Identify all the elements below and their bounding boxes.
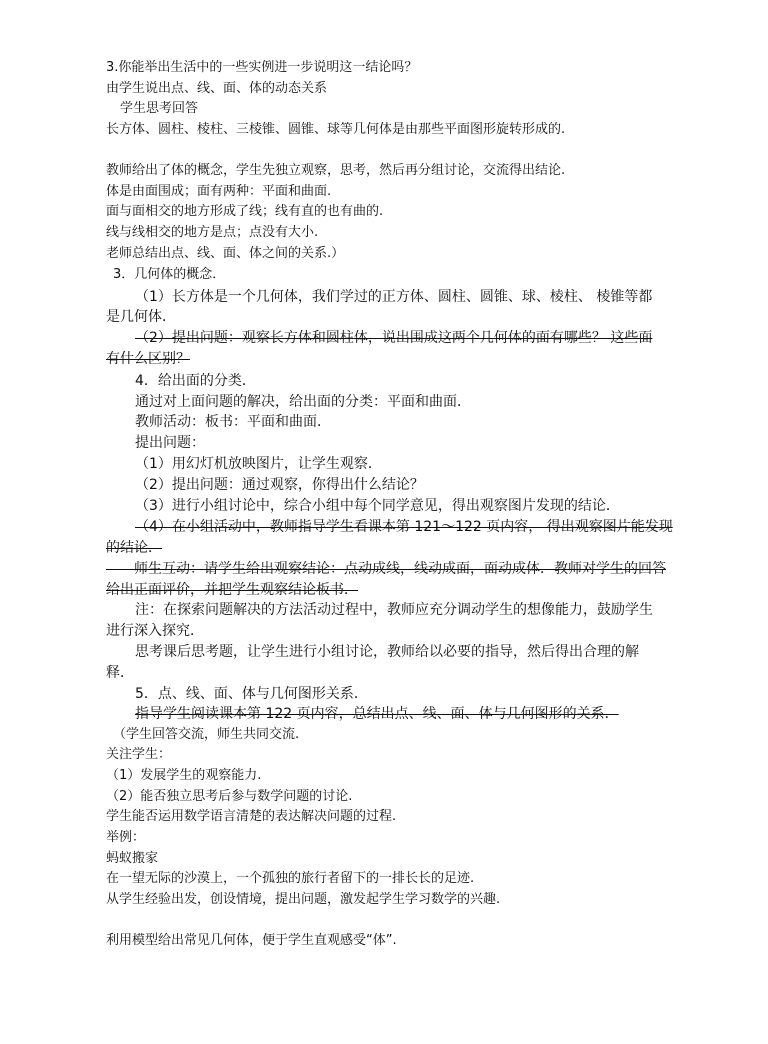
text-line: 注：在探索问题解决的方法活动过程中，教师应充分调动学生的想像能力，鼓励学生 bbox=[135, 602, 653, 618]
text-line: 线与线相交的地方是点；点没有大小. bbox=[106, 225, 319, 240]
text-line: 关注学生： bbox=[106, 747, 172, 762]
text-line: 利用模型给出常见几何体，便于学生直观感受“体”. bbox=[106, 933, 397, 948]
text-line: 蚂蚁搬家 bbox=[106, 851, 159, 866]
text-line-deleted: 指导学生阅读课本第 122 页内容，总结出点、线、面、体与几何图形的关系． bbox=[135, 706, 619, 722]
text-line-deleted: 给出正面评价，并把学生观察结论板书． bbox=[106, 582, 358, 598]
text-line: （3）进行小组讨论中，综合小组中每个同学意见，得出观察图片发现的结论． bbox=[135, 498, 620, 514]
text-line: 提出问题： bbox=[135, 435, 205, 451]
text-line: （1）发展学生的观察能力. bbox=[106, 768, 262, 783]
text-line: 老师总结出点、线、面、体之间的关系.） bbox=[106, 246, 345, 261]
text-line: 举例： bbox=[106, 830, 146, 845]
text-line: （学生回答交流，师生共同交流. bbox=[113, 727, 300, 742]
text-line: 由学生说出点、线、面、体的动态关系 bbox=[106, 81, 328, 96]
text-line: 教师给出了体的概念，学生先独立观察，思考，然后再分组讨论，交流得出结论. bbox=[106, 163, 566, 178]
text-line: （1）长方体是一个几何体，我们学过的正方体、圆柱、圆锥、球、棱柱、 棱锥等都 bbox=[135, 289, 653, 305]
text-line: 在一望无际的沙漠上，一个孤独的旅行者留下的一排长长的足迹. bbox=[106, 871, 475, 886]
text-line: 3.你能举出生活中的一些实例进一步说明这一结论吗？ bbox=[106, 60, 418, 75]
text-line: （2）能否独立思考后参与数学问题的讨论. bbox=[106, 789, 353, 804]
text-line: 释． bbox=[106, 665, 134, 681]
text-line: 长方体、圆柱、棱柱、三棱锥、圆锥、球等几何体是由那些平面图形旋转形成的. bbox=[106, 122, 566, 137]
text-line: 学生思考回答 bbox=[120, 101, 199, 116]
text-line: 是几何体． bbox=[106, 309, 176, 325]
text-line: （1）用幻灯机放映图片，让学生观察． bbox=[135, 456, 382, 472]
text-line: （2）提出问题：通过观察，你得出什么结论？ bbox=[135, 477, 424, 493]
text-line: 教师活动：板书：平面和曲面． bbox=[135, 414, 331, 430]
text-line-deleted: （4）在小组活动中，教师指导学生看课本第 121～122 页内容， 得出观察图片能发现 bbox=[135, 519, 673, 535]
text-line: 4．给出面的分类． bbox=[135, 373, 256, 389]
text-line: 思考课后思考题，让学生进行小组讨论，教师给以必要的指导，然后得出合理的解 bbox=[135, 644, 639, 660]
text-line-deleted: （2）提出问题：观察长方体和圆柱体，说出围成这两个几何体的面有哪些？ 这些面 bbox=[135, 330, 653, 346]
text-line: 体是由面围成；面有两种：平面和曲面. bbox=[106, 184, 332, 199]
text-line-deleted: 有什么区别？ bbox=[106, 351, 190, 367]
text-line: 进行深入探究． bbox=[106, 623, 204, 639]
text-line: 学生能否运用数学语言清楚的表达解决问题的过程. bbox=[106, 809, 397, 824]
text-line: 从学生经验出发，创设情境，提出问题，激发起学生学习数学的兴趣. bbox=[106, 892, 501, 907]
text-line-deleted: 的结论． bbox=[106, 540, 162, 556]
text-line: 面与面相交的地方形成了线；线有直的也有曲的. bbox=[106, 204, 384, 219]
text-line-deleted: 师生互动：请学生给出观察结论：点动成线，线动成面，面动成体．教师对学生的回答 bbox=[106, 561, 666, 577]
text-line: 3．几何体的概念． bbox=[113, 267, 226, 282]
text-line: 5．点、线、面、体与几何图形关系． bbox=[135, 686, 368, 702]
text-line: 通过对上面问题的解决，给出面的分类：平面和曲面． bbox=[135, 394, 471, 410]
